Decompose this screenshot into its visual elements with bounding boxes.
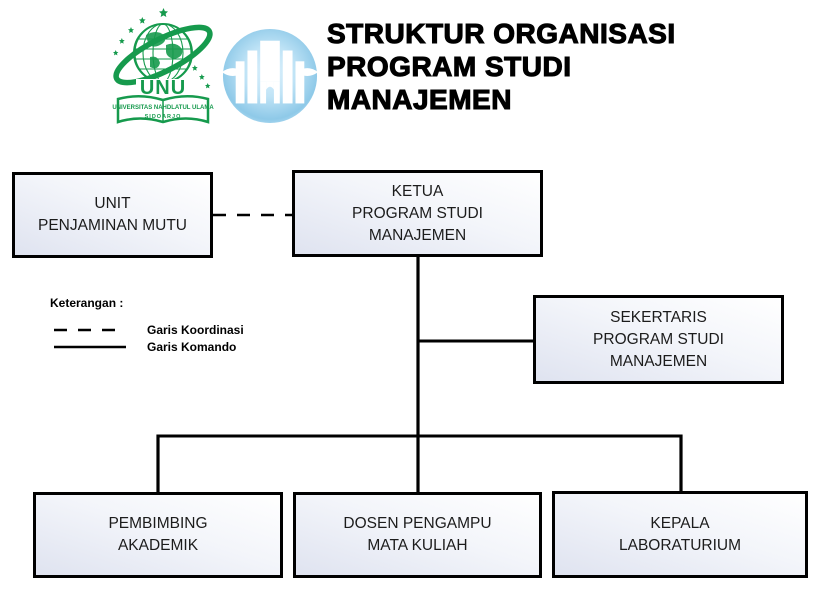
page-title-line-1: STRUKTUR ORGANISASI — [327, 18, 676, 49]
legend-item-koordinasi — [50, 321, 290, 338]
node-label-line: PENJAMINAN MUTU — [38, 217, 187, 234]
node-label-line: SEKERTARIS — [610, 308, 707, 326]
solid-line-icon — [53, 344, 127, 350]
page-title-line-3: MANAJEMEN — [327, 84, 512, 115]
node-sekertaris-program-studi — [533, 295, 784, 384]
node-label-line: KEPALA — [650, 514, 710, 532]
node-label-line: DOSEN PENGAMPU — [343, 515, 492, 532]
node-unit-penjaminan-mutu — [12, 172, 213, 258]
page-title-line-2: PROGRAM STUDI — [327, 51, 572, 82]
node-label-line: MANAJEMEN — [368, 226, 467, 244]
university-name-text: UNIVERSITAS NAHDLATUL ULAMA — [112, 105, 214, 111]
node-label-line: PROGRAM STUDI — [352, 204, 483, 222]
university-city-text: SIDOARJO — [144, 114, 182, 120]
legend-label-komando: Garis Komando — [147, 339, 237, 354]
node-label-line: KETUA — [391, 182, 444, 200]
unu-university-logo — [108, 5, 220, 129]
node-ketua-program-studi — [292, 170, 543, 257]
unu-acronym-text: UNU — [139, 77, 187, 99]
legend-label-koordinasi: Garis Koordinasi — [147, 322, 244, 337]
node-label-line: PEMBIMBING — [108, 515, 208, 532]
dashed-line-icon — [53, 327, 127, 333]
legend-heading: Keterangan : — [50, 296, 124, 310]
node-label-line: MANAJEMEN — [609, 352, 708, 370]
node-label-line: AKADEMIK — [117, 537, 199, 554]
node-label-line: UNIT — [94, 195, 131, 212]
legend — [50, 296, 290, 355]
page-title — [327, 17, 767, 116]
node-kepala-laboraturium — [552, 491, 808, 578]
node-pembimbing-akademik — [33, 492, 283, 578]
node-label-line: MATA KULIAH — [367, 537, 468, 554]
node-label-line: PROGRAM STUDI — [593, 330, 724, 348]
node-label-line: LABORATURIUM — [618, 536, 741, 554]
legend-item-komando — [50, 338, 290, 355]
node-dosen-pengampu — [293, 492, 542, 578]
faculty-emblem-logo — [221, 23, 319, 129]
